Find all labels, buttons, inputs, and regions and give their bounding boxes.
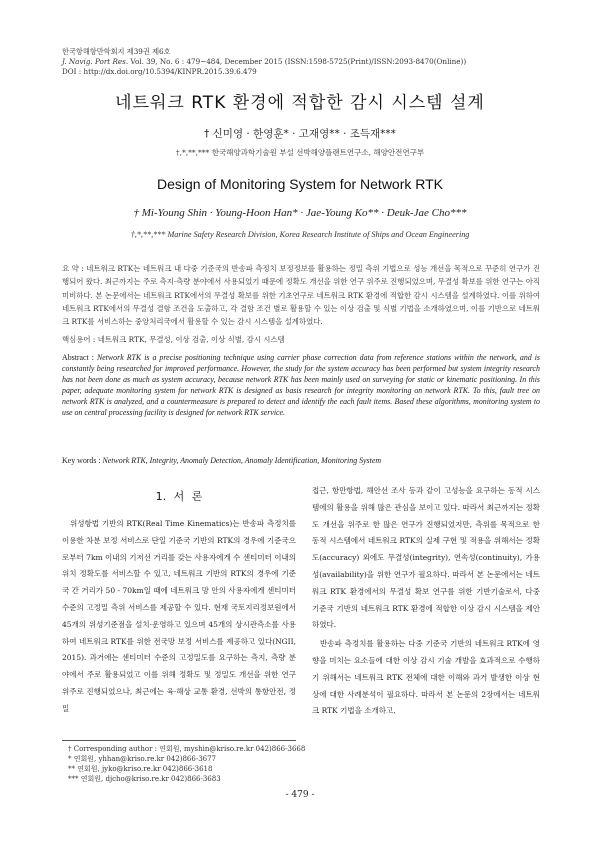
authors-en: † Mi-Young Shin · Young-Hoon Han* · Jae-Young Ko** · Deuk-Jae Cho*** (133, 207, 467, 219)
journal-name-kr: 한국항해항만학회지 제39권 제6호 (62, 47, 171, 56)
body-paragraph: 접근, 항만항법, 해안선 조사 등과 같이 고성능을 요구하는 동적 시스템에의 활용을 위해 많은 관심을 보이고 있다. 따라서 최근까지는 정확도 개선을 위주로 한 많은 연구가 진행되었지만, 측위를 목적으로 한 동적 시스템에서 네트워크 RTK의 실제 구현 및 적용을 위해서는 정확도(accuracy) 외에도 무결성(integrity), 연속성(continuity), 가용성(availability)을 위한 연구가 필요하다. 따라서 본 논문에서는 네트워크 RTK 환경에서의 무결성 확보 연구를 위한 기반기술로서, 다중 기준국 기반의 네트워크 RTK 환경에 적합한 이상 감시 시스템을 제안하였다. (312, 486, 540, 630)
doi: DOI : http://dx.doi.org/10.5394/KINPR.2015.39.6.479 (62, 67, 257, 76)
affiliation-en: †,*,**,*** Marine Safety Research Division, Korea Research Institute of Ships and Ocean Engineering (130, 230, 470, 239)
footnote-corresponding-author: † Corresponding author : 연회원, myshin@kriso.re.kr 042)866-3668 (68, 745, 306, 753)
keywords-kr (62, 334, 285, 345)
body-text-right-column (312, 483, 540, 720)
footnote-author: *** 연회원, djcho@kriso.re.kr 042)866-3683 (68, 775, 221, 783)
affiliation-kr: †,*,**,*** 한국해양과학기술원 부설 선박해양플랜트연구소, 해양안전연구부 (175, 148, 425, 157)
keywords-en-text: Network RTK, Integrity, Anomaly Detection, Anomaly Identification, Monitoring System (102, 456, 382, 465)
journal-volume-info: Vol. 39, No. 6 : 479~484, December 2015 (ISSN:1598-5725(Print)/ISSN:2093-8470(Online)) (128, 57, 467, 66)
keywords-en-label: Key words : (62, 456, 103, 465)
abstract-en (62, 352, 540, 419)
paper-title-en: Design of Monitoring System for Network RTK (156, 176, 444, 192)
abstract-kr-text: 네트워크 RTK는 네트워크 내 다중 기준국의 반송파 측정치 보정정보를 활용하는 정밀 측위 기법으로 성능 개선을 목적으로 꾸준히 연구가 진행되어 왔다. 최근까지는 주로 측지·측량 분야에서 사용되었기 때문에 정확도 개선을 위한 연구 위주로 진행되었으며, 무결성 확보를 위한 연구는 아직 미비하다. 본 논문에서는 네트워크 RTK에서의 무결성 확보를 위한 기초연구로 네트워크 RTK 환경에 적합한 감시 시스템을 설계하였다. 이를 위하여 네트워크 RTK에서의 무결성 결함 조건을 도출하고, 각 결함 조건 별로 활용할 수 있는 이상 검출 및 식별 기법을 소개하였으며, 이를 기반으로 네트워크 RTK를 서비스하는 중앙처리국에서 활용할 수 있는 감시 시스템을 설계하였다. (62, 264, 540, 327)
abstract-en-label: Abstract : (62, 353, 97, 362)
abstract-kr-label: 요 약 : (62, 264, 87, 273)
body-text-left-column: 위성항법 기반의 RTK(Real Time Kinematics)는 반송파 측정치를 이용한 차분 보정 서비스로 단일 기준국 기반의 RTK의 경우에 기준국으로부터 7km 이내의 기저선 거리를 갖는 사용자에게 수 센티미터 이내의 위치 정확도를 서비스할 수 있고, 네트워크 기반의 RTK의 경우에 기준국 간 거리가 50 - 70km일 때에 네트워크 망 안의 사용자에게 센티미터 수준의 고정밀 측위 서비스를 제공할 수 있다. 현재 국토지리정보원에서 45개의 위성기준점을 설치·운영하고 있으며 45개의 상시관측소를 사용하여 네트워크 RTK를 위한 전국망 보정 서비스를 제공하고 있다(NGII, 2015). 과거에는 센티미터 수준의 고정밀도를 요구하는 측지, 측량 분야에서 주로 활용되었고 이를 위해 정확도 및 정밀도 개선을 위한 연구 위주로 진행되었으나, 최근에는 육·해상 교통 환경, 선박의 통항안전, 정밀 (62, 519, 296, 713)
footnote-author: * 연회원, yhhan@kriso.re.kr 042)866-3677 (68, 755, 217, 763)
paper-title-kr: 네트워크 RTK 환경에 적합한 감시 시스템 설계 (115, 93, 485, 113)
journal-citation (62, 57, 466, 67)
footnote-divider (62, 740, 296, 741)
keywords-kr-label: 핵심용어 : (62, 335, 98, 344)
keywords-kr-text: 네트워크 RTK, 무결성, 이상 검출, 이상 식별, 감시 시스템 (97, 335, 285, 344)
page-number: - 479 - (285, 790, 315, 800)
keywords-en (62, 456, 381, 465)
body-paragraph: 반송파 측정치를 활용하는 다중 기준국 기반의 네트워크 RTK에 영향을 미치는 요소들에 대한 이상 감시 기술 개발을 효과적으로 수행하기 위해서는 네트워크 RTK 전체에 대한 이해와 과거 발생한 이상 현상에 대한 사례분석이 필요하다. 따라서 본 논문의 2장에서는 네트워크 RTK 기법을 소개하고, (312, 639, 540, 716)
abstract-en-text: Network RTK is a precise positioning technique using carrier phase correction data from reference stations within the network, and is constantly being researched for improved performance. However, the study for the system accuracy has been performed but system integrity research has not been done as much as system accuracy, because network RTK has been mainly used on surveying for static or kinematic positioning. In this paper, adequate monitoring system for network RTK is designed as basis research for integrity monitoring on network RTK. To this, fault tree on network RTK is analyzed, and a countermeasure is prepared to detect and identify the each fault items. Based these algorithms, monitoring system to use on central processing facility is designed for network RTK service. (62, 353, 540, 418)
authors-kr: † 신미영 · 한영훈* · 고재영** · 조득재*** (204, 128, 396, 140)
section-heading-introduction: 1. 서 론 (155, 490, 203, 503)
abstract-kr (62, 262, 540, 328)
journal-abbreviation: J. Navig. Port Res. (62, 57, 129, 66)
footnote-author: ** 연회원, jyko@kriso.re.kr 042)866-3618 (68, 765, 213, 773)
